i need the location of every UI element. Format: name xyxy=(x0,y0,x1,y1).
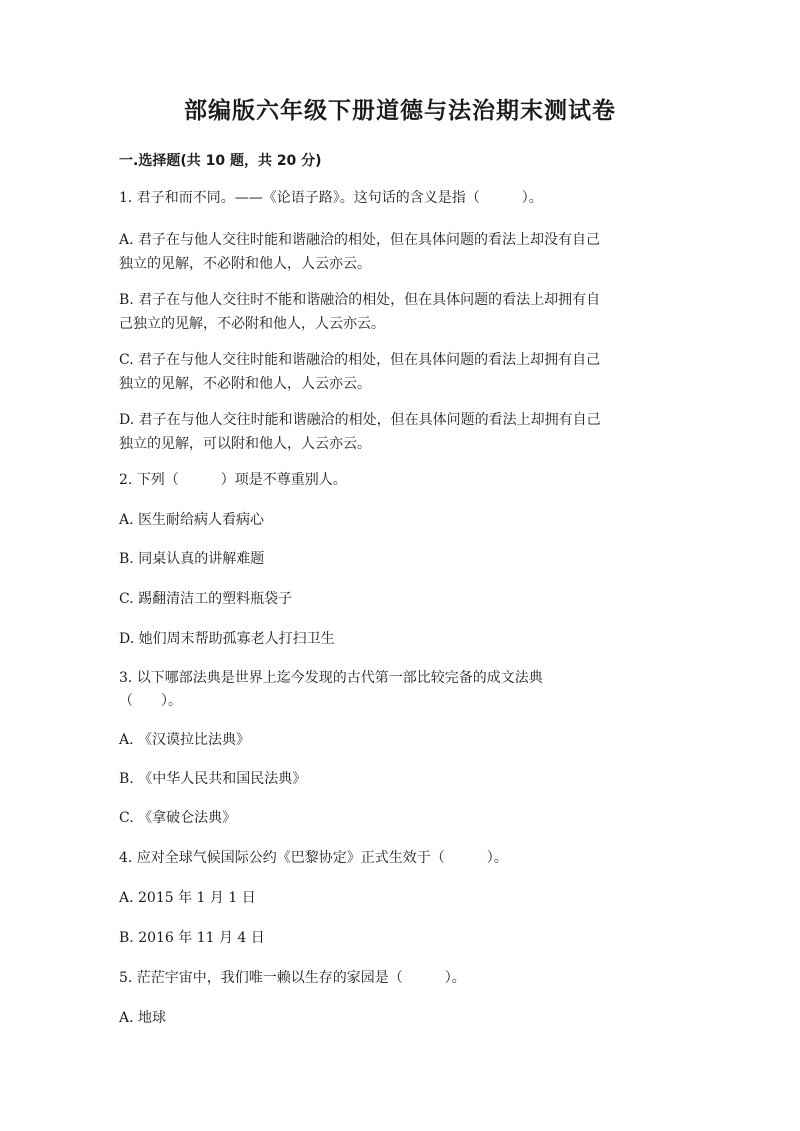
question-4-option-b: B. 2016 年 11 月 4 日 xyxy=(119,930,265,946)
question-2-stem: 2. 下列（ ）项是不尊重别人。 xyxy=(119,472,347,488)
page-title: 部编版六年级下册道德与法治期末测试卷 xyxy=(184,98,616,124)
question-3-option-c: C. 《拿破仑法典》 xyxy=(119,810,237,826)
question-1-option-b: B. 君子在与他人交往时不能和谐融洽的相处，但在具体问题的看法上却拥有自 xyxy=(119,292,601,308)
question-2-option-a: A. 医生耐给病人看病心 xyxy=(119,512,265,528)
question-2-option-c: C. 踢翻清洁工的塑料瓶袋子 xyxy=(119,591,293,607)
question-3-stem-cont: （ ）。 xyxy=(119,693,182,709)
question-3-stem: 3. 以下哪部法典是世界上迄今发现的古代第一部比较完备的成文法典 xyxy=(119,670,543,686)
question-1-option-c: C. 君子在与他人交往时能和谐融洽的相处，但在具体问题的看法上却拥有自己 xyxy=(119,352,601,368)
question-3-option-a: A. 《汉谟拉比法典》 xyxy=(119,732,251,748)
question-1-option-c-cont: 独立的见解，不必附和他人，人云亦云。 xyxy=(119,376,371,392)
question-2-option-d: D. 她们周末帮助孤寡老人打扫卫生 xyxy=(119,631,335,647)
question-1-option-d: D. 君子在与他人交往时能和谐融洽的相处，但在具体问题的看法上却拥有自己 xyxy=(119,412,601,428)
question-4-option-a: A. 2015 年 1 月 1 日 xyxy=(119,890,256,906)
question-1-stem: 1. 君子和而不同。——《论语子路》。这句话的含义是指（ ）。 xyxy=(119,190,543,206)
section-heading: 一.选择题(共 10 题，共 20 分) xyxy=(119,153,322,169)
question-5-option-a: A. 地球 xyxy=(119,1010,167,1026)
question-4-stem: 4. 应对全球气候国际公约《巴黎协定》正式生效于（ ）。 xyxy=(119,850,508,866)
question-2-option-b: B. 同桌认真的讲解难题 xyxy=(119,551,265,567)
question-5-stem: 5. 茫茫宇宙中，我们唯一赖以生存的家园是（ ）。 xyxy=(119,970,466,986)
question-1-option-d-cont: 独立的见解，可以附和他人，人云亦云。 xyxy=(119,436,371,452)
question-1-option-a: A. 君子在与他人交往时能和谐融洽的相处，但在具体问题的看法上却没有自己 xyxy=(119,232,601,248)
question-1-option-b-cont: 己独立的见解，不必附和他人，人云亦云。 xyxy=(119,316,385,332)
question-1-option-a-cont: 独立的见解，不必附和他人，人云亦云。 xyxy=(119,256,371,272)
question-3-option-b: B. 《中华人民共和国民法典》 xyxy=(119,771,307,787)
